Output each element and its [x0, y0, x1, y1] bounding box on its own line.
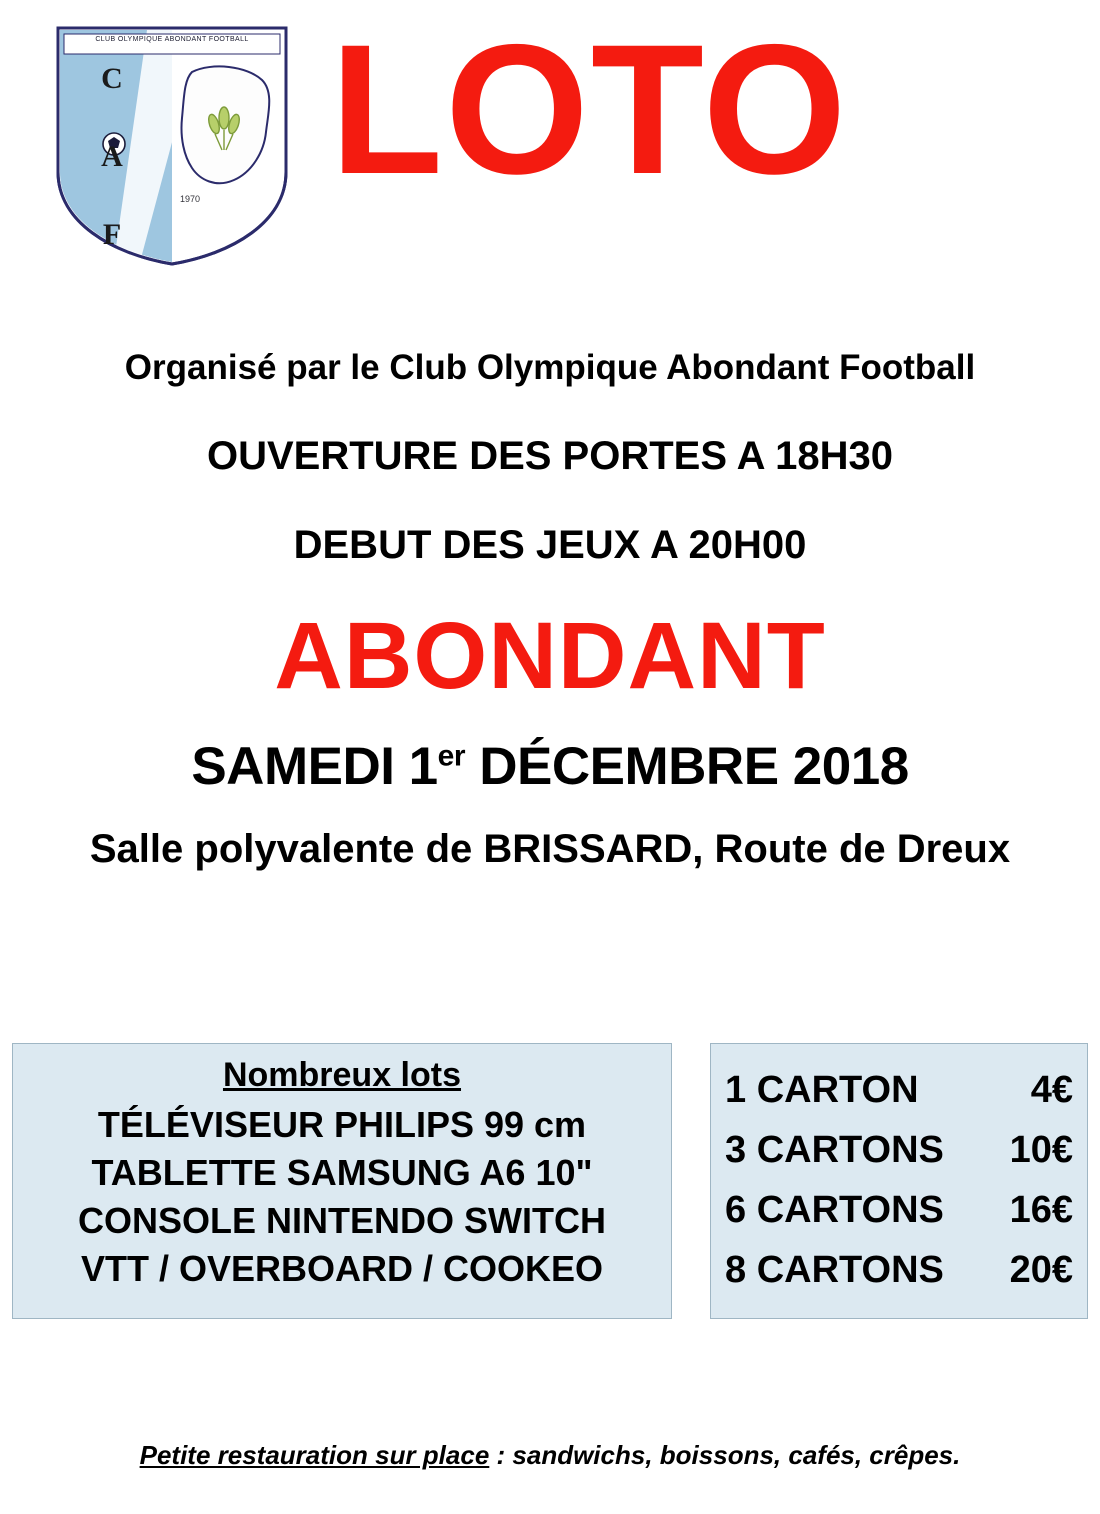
poster-header — [0, 0, 1100, 290]
footer-note — [0, 1440, 1100, 1471]
info-boxes — [0, 1043, 1100, 1319]
price-value: 10€ — [1009, 1129, 1073, 1171]
crest-letters — [82, 62, 142, 252]
organiser-line: Organisé par le Club Olympique Abondant Football — [124, 348, 976, 387]
footer-note-rest: : sandwichs, boissons, cafés, crêpes. — [489, 1440, 961, 1470]
list-item: TABLETTE SAMSUNG A6 10" — [91, 1152, 593, 1193]
crest-letter-a: A — [101, 140, 123, 173]
prizes-title: Nombreux lots — [222, 1056, 462, 1094]
list-item: CONSOLE NINTENDO SWITCH — [78, 1200, 606, 1241]
table-row — [725, 1060, 1073, 1120]
page-title: LOTO — [330, 7, 849, 213]
footer-note-underlined: Petite restauration sur place — [139, 1440, 490, 1470]
price-label: 8 CARTONS — [725, 1249, 944, 1291]
table-row — [725, 1180, 1073, 1240]
city-name: ABONDANT — [274, 603, 826, 709]
list-item: TÉLÉVISEUR PHILIPS 99 cm — [97, 1104, 587, 1145]
event-date-suffix: DÉCEMBRE 2018 — [465, 737, 909, 796]
venue-line: Salle polyvalente de BRISSARD, Route de Dreux — [89, 827, 1011, 871]
prices-box — [710, 1043, 1088, 1319]
list-item: VTT / OVERBOARD / COOKEO — [80, 1248, 604, 1289]
table-row — [725, 1120, 1073, 1180]
prizes-box — [12, 1043, 672, 1319]
table-row — [725, 1240, 1073, 1300]
doors-open-line: OUVERTURE DES PORTES A 18H30 — [206, 434, 894, 478]
club-crest-logo — [52, 22, 292, 270]
price-value: 16€ — [1009, 1189, 1073, 1231]
event-date-prefix: SAMEDI 1 — [191, 737, 438, 796]
price-label: 1 CARTON — [725, 1069, 919, 1111]
price-value: 20€ — [1009, 1249, 1073, 1291]
games-start-line: DEBUT DES JEUX A 20H00 — [293, 523, 807, 567]
crest-year: 1970 — [180, 194, 201, 204]
price-value: 4€ — [1030, 1069, 1073, 1111]
event-date-ordinal: er — [437, 739, 466, 773]
price-label: 6 CARTONS — [725, 1189, 944, 1231]
crest-letter-c: C — [101, 62, 123, 95]
crest-top-text: CLUB OLYMPIQUE ABONDANT FOOTBALL — [95, 36, 249, 43]
price-label: 3 CARTONS — [725, 1129, 944, 1171]
event-date — [0, 736, 1100, 797]
crest-letter-f: F — [102, 218, 122, 251]
